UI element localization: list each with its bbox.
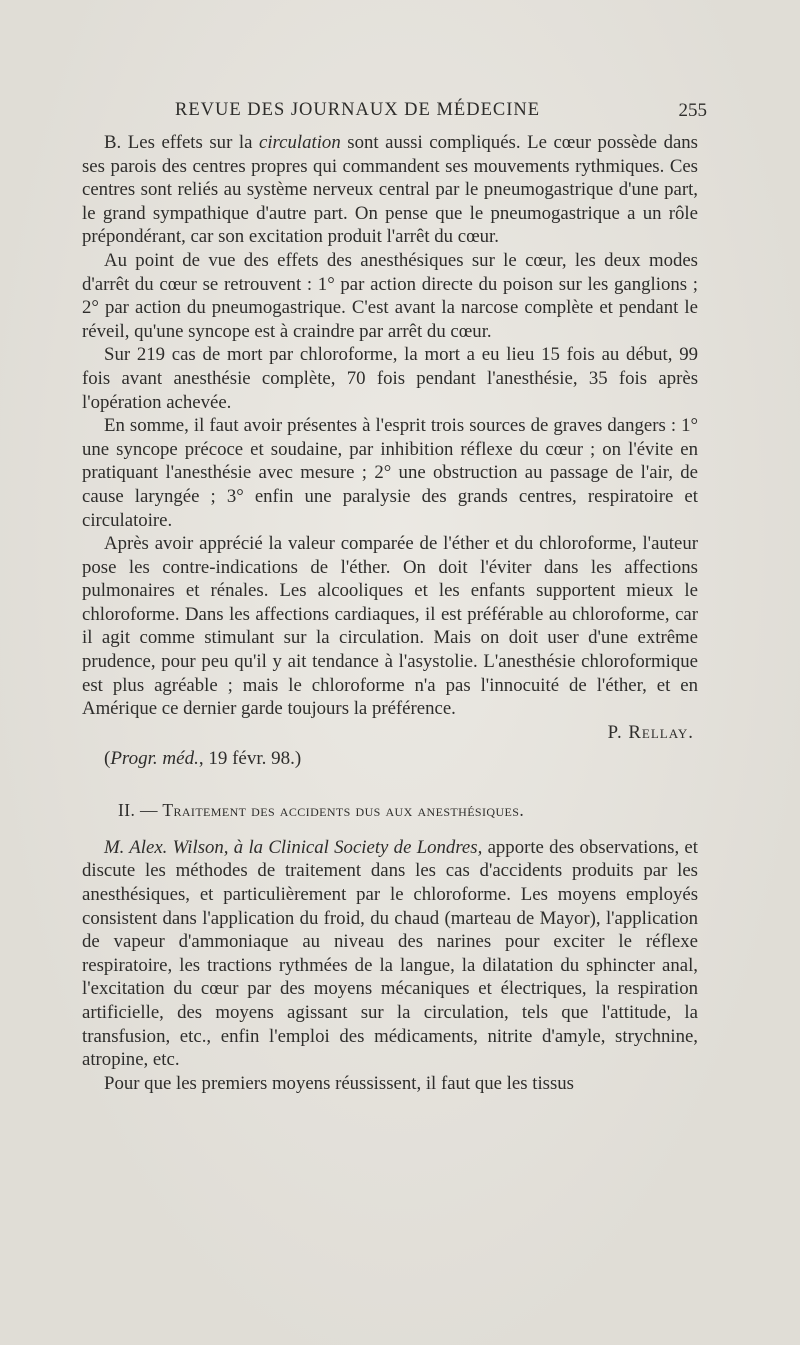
reference-journal: Progr. méd. [110,747,199,769]
paragraph-continuation: Pour que les premiers moyens réussissent, il faut que les tissus [104,1072,574,1094]
paragraph-circulation [82,131,698,249]
paragraph-rest: apporte des observations, et discute les méthodes de traitement dans les cas d'accidents produits par les anesthésiques, et particulièrement par le chloroforme. Les moyens employés consistent dans l'application du froid, du chaud (marteau de Mayor), l'application de vapeur d'ammoniaque au niveau des narines pour exciter le réflexe respiratoire, les tractions rythmées de la langue, la dilatation du sphincter anal, l'excitation du cœur par des moyens mécaniques et électriques, la respiration artificielle, des moyens agissant sur la circulation, tels que l'attitude, la transfusion, etc., enfin l'emploi des médicaments, nitrite d'amyle, strychnine, atropine, etc. [82,836,698,1071]
italic-term: circulation [259,132,341,153]
paragraph-statistics: Sur 219 cas de mort par chloroforme, la mort a eu lieu 15 fois au début, 99 fois avant anesthésie complète, 70 fois pendant l'anesthésie, 35 fois après l'opération achevée. [82,344,698,413]
citation-reference [104,747,698,771]
paragraph-rest: sont aussi compliqués. Le cœur possède dans ses parois des centres propres qui commandent ses mouvements rythmiques. Ces centres sont reliés au système nerveux central par le pneumogastrique d'une part, le grand sympathique d'autre part. On pense que le pneumogastrique a un rôle prépondérant, car son excitation produit l'arrêt du cœur. [82,132,698,248]
paragraph-lead: B. Les effets sur la [104,132,259,153]
reference-date: , 19 févr. 98.) [198,747,302,769]
signature-initial: P. [607,721,629,743]
signature-name: Rellay. [628,721,694,743]
page-header [110,100,707,126]
paragraph-wilson [82,836,698,1072]
section-spacer [82,822,698,836]
page-number: 255 [678,100,707,121]
author-signature [82,721,698,745]
article-body [82,131,698,1095]
section-heading: II. — Traitement des accidents dus aux anesthésiques. [118,799,525,820]
paragraph-dangers: En somme, il faut avoir présentes à l'esprit trois sources de graves dangers : 1° une syncope précoce et soudaine, par inhibition réflexe du cœur ; on l'évite en pratiquant l'anesthésie avec mesure ; 2° une obstruction au passage de l'air, de cause laryngée ; 3° enfin une paralysie des grands centres, respiratoire et circulatoire. [82,415,698,531]
running-head: REVUE DES JOURNAUX DE MÉDECINE [175,100,541,120]
paragraph-anesthetics-heart: Au point de vue des effets des anesthésiques sur le cœur, les deux modes d'arrêt du cœur se retrouvent : 1° par action directe du poison sur les ganglions ; 2° par action du pneumogastrique. C'est avant la narcose complète et pendant le réveil, qu'une syncope est à craindre par arrêt du cœur. [82,249,698,342]
reference-open: ( [104,747,111,769]
paragraph-italic-lead: M. Alex. Wilson, à la Clinical Society de Londres, [104,836,483,858]
paragraph-ether-comparison: Après avoir apprécié la valeur comparée de l'éther et du chloroforme, l'auteur pose les contre-indications de l'éther. On doit l'éviter dans les affections pulmonaires et rénales. Les alcooliques et les enfants supportent mieux le chloroforme. Dans les affections cardiaques, il est préférable au chloroforme, car il agit comme stimulant sur la circulation. Mais on doit user d'une extrême prudence, pour peu qu'il y ait tendance à l'asystolie. L'anesthésie chloroformique est plus agréable ; mais le chloroforme n'a pas l'innocuité de l'éther, et en Amérique ce dernier garde toujours la préférence. [82,533,698,720]
